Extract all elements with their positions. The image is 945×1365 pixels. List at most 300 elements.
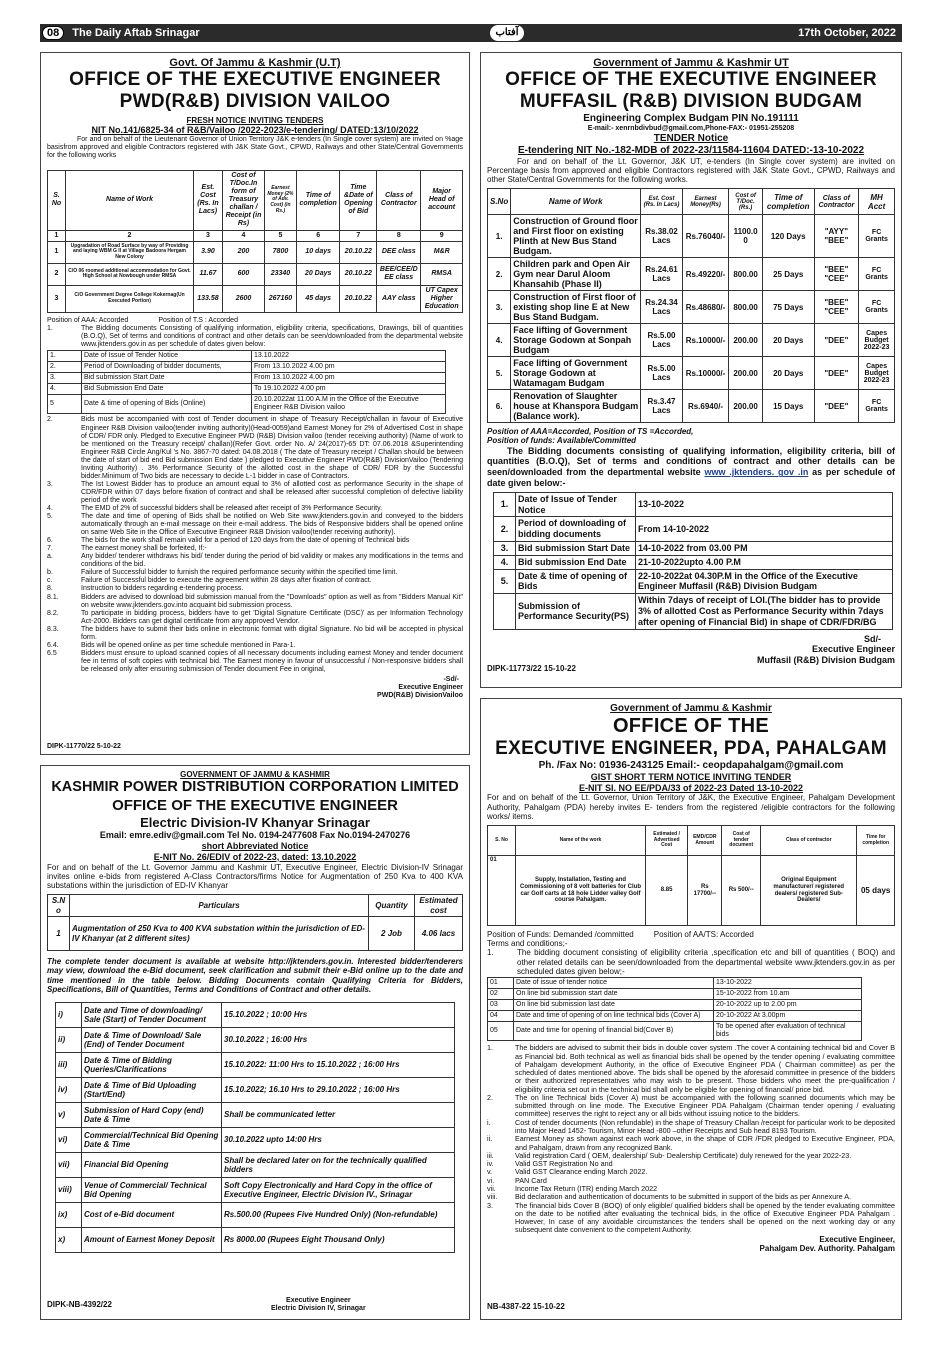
- condition-item: [47, 416, 463, 480]
- cell: 05: [488, 1022, 514, 1041]
- cell: Date of issue of tender notice: [514, 977, 714, 988]
- condition-num: 8.1.: [47, 593, 59, 601]
- ad4-conditions: [487, 1044, 895, 1234]
- ad4-para1: [487, 948, 895, 976]
- ad2-signature: [487, 634, 895, 666]
- condition-num: vi.: [487, 1175, 495, 1185]
- ad4-h: S. No: [488, 826, 516, 856]
- ad3-h: Quantity: [369, 895, 415, 917]
- ad1-gov: Govt. Of Jammu & Kashmir (U.T): [169, 57, 341, 69]
- cell: 200.00: [729, 390, 763, 423]
- cell: Date and Time of downloading/ Sale (Start) of Tender Document: [82, 1002, 222, 1027]
- condition-item: [487, 1119, 895, 1136]
- ad1-h: Est. Cost (Rs. In Lacs): [194, 170, 223, 230]
- ad2-website-link[interactable]: www .jktenders. gov .in: [704, 467, 809, 478]
- cell: v): [56, 1102, 82, 1127]
- cell: Rs.24.61 Lacs: [641, 258, 683, 291]
- masthead: [40, 24, 902, 42]
- cell: 02: [488, 988, 514, 999]
- ad3-sign-office: Electric Division IV, Srinagar: [271, 1304, 366, 1312]
- cell: Financial Bid Opening: [82, 1152, 222, 1177]
- cell: Capes Budget 2022-23: [859, 324, 895, 357]
- ad1-colnum: 2: [66, 230, 194, 241]
- cell: Children park and Open Air Gym near Darul Aloom Khansahib (Phase II): [511, 258, 641, 291]
- ad4-h: Estimated / Advertised Cost: [646, 826, 688, 856]
- ad4-sign-office: Pahalgam Dev. Authority. Pahalgam: [759, 1243, 895, 1253]
- cell: iv): [56, 1077, 82, 1102]
- cell: 200.00: [729, 357, 763, 390]
- ad3-title1: KASHMIR POWER DISTRIBUTION CORPORATION LIMITED: [51, 779, 459, 796]
- cell: Period of downloading of bidding documents: [516, 517, 636, 542]
- table-row: [56, 1002, 455, 1027]
- cell: "BEE" "CEE": [814, 258, 859, 291]
- condition-num: 1.: [487, 1043, 493, 1053]
- cell: 1.: [488, 215, 511, 258]
- table-row: [488, 977, 862, 988]
- cell: 5.: [494, 569, 516, 594]
- cell: 1.: [48, 351, 82, 362]
- cell: 4.: [494, 555, 516, 569]
- table-row: [488, 1022, 862, 1041]
- cell: 23340: [265, 263, 297, 285]
- ad1-title2: PWD(R&B) DIVISION VAILOO: [119, 90, 391, 112]
- ad2-sign-office: Muffasil (R&B) Division Budgam: [756, 655, 895, 666]
- cell: From 13.10.2022 4.00 pm: [252, 373, 446, 384]
- condition-text: Valid registration Card ( OEM, dealership/ Sub- Dealership Certificate) duly renewed for the year 2022-23.: [515, 1150, 852, 1160]
- cell: Commercial/Technical Bid Opening Date & Time: [82, 1127, 222, 1152]
- cell: ix): [56, 1202, 82, 1227]
- cell: 20-10-2022 up to 2.00 pm: [714, 1000, 862, 1011]
- ad2-h: MH Acct: [859, 189, 895, 215]
- ad1-title1: OFFICE OF THE EXECUTIVE ENGINEER: [69, 69, 441, 90]
- table-row: [48, 395, 446, 414]
- condition-text: The date and time of opening of Bids shall be notified on Web Site www.jktenders.gov.in and conveyed to the bidders automatically through an e-mail message on their e-mail address. The bids of Responsive bidders shall be opened online on same Web Site in the Office of Executive Engineer R&B Division vailoo(tender receiving authority).: [81, 513, 463, 537]
- cell: vi): [56, 1127, 82, 1152]
- ad3-gov: GOVERNMENT OF JAMMU & KASHMIR: [180, 770, 330, 779]
- ad4-para-text: The bidding document consisting of eligibility criteria ,specification etc and bill of quantities ( BOQ) and other related details can be seen/downloaded from the departmental website www.jktenders.gov.in as per scheduled dates given below;-: [517, 948, 895, 976]
- condition-text: The bidders have to submit their bids online in electronic format with digital Signature. No bid will be accepted in physical form.: [81, 625, 463, 641]
- table-row: [494, 594, 893, 629]
- cell: 25 Days: [762, 258, 814, 291]
- table-row: [48, 263, 463, 285]
- condition-num: 3.: [487, 1200, 493, 1210]
- condition-item: [47, 553, 463, 569]
- cell: Capes Budget 2022-23: [859, 357, 895, 390]
- ad4-h: Name of the work: [516, 826, 646, 856]
- ad1-h: Time &Date of Opening of Bid: [340, 170, 377, 230]
- cell: Face lifting of Government Storage Godown at Sonpah Budgam: [511, 324, 641, 357]
- condition-item: [47, 642, 463, 650]
- condition-item: [47, 569, 463, 577]
- ad1-notice: FRESH NOTICE INVITING TENDERS: [186, 115, 324, 125]
- cell: C/O Government Degree College Kokernag(Un Executed Portion): [66, 285, 194, 312]
- ad3-signature: [271, 1297, 366, 1313]
- ad4-works-table: [487, 825, 895, 926]
- cell: FC Grants: [859, 215, 895, 258]
- condition-num: vii.: [487, 1184, 496, 1193]
- condition-text: Valid GST Registration No and: [515, 1159, 613, 1169]
- cell: From 13.10.2022 4.00 pm: [252, 362, 446, 373]
- cell: 200: [222, 241, 264, 263]
- table-row: [48, 917, 463, 951]
- cell: Rs.10000/-: [682, 357, 729, 390]
- condition-text: Instruction to bidders regarding e-tendering process.: [81, 585, 244, 593]
- ad1-colnum: 4: [222, 230, 264, 241]
- table-row: [56, 1227, 455, 1252]
- table-row: [56, 1152, 455, 1177]
- ad1-signature: [47, 676, 463, 700]
- cell: 15 Days: [762, 390, 814, 423]
- table-row: [488, 258, 895, 291]
- condition-num: ii.: [487, 1134, 493, 1144]
- ad2-aaa: Position of AAA=Accorded, Position of TS =Accorded,: [487, 427, 694, 437]
- condition-text: Bidders must ensure to upload scanned copies of all necessary documents including earnest Money and tender document fee in terms of soft copies with technical bid. The Earnest money in favour of unsuccessful / Non-responsive bidders shall be released only after ensuring submission of Tender document Fee in original,: [81, 649, 463, 673]
- ad4-h: EMD/CDR Amount: [688, 826, 722, 856]
- cell: To be opened after evaluation of technical bids: [714, 1022, 862, 1041]
- paper-name: The Daily Aftab Srinagar: [72, 27, 200, 39]
- cell: Augmentation of 250 Kva to 400 KVA substation within the jurisdiction of ED-IV Khanyar (at 2 different sites): [70, 917, 369, 951]
- condition-item: [47, 626, 463, 642]
- cell: DEE class: [377, 241, 421, 263]
- cell: Period of Downloading of bidder documents,: [82, 362, 252, 373]
- cell: 2600: [222, 285, 264, 312]
- ad1-para-text: The Bidding documents Consisting of qualifying information, eligibility criteria, specifications, Drawings, bill of quantities (B.O.Q), Set of terms and conditions of contract and other details can be seen/downloaded from the departmental website www.jktenders.gov.in as per schedule of dates given below:: [81, 325, 463, 349]
- ad1-aaa: Position of AAA: Accorded: [47, 317, 129, 324]
- cell: 13.10.2022: [252, 351, 446, 362]
- cell: Submission of Performance Security(PS): [516, 594, 636, 629]
- table-row: [48, 241, 463, 263]
- ad2-title1: OFFICE OF THE EXECUTIVE ENGINEER: [505, 69, 877, 90]
- table-row: [56, 1202, 455, 1227]
- cell: On line bid submission last date: [514, 1000, 714, 1011]
- cell: 20 Days: [762, 357, 814, 390]
- condition-num: 7.: [47, 545, 53, 553]
- cell: 2.: [488, 258, 511, 291]
- cell: 4.: [488, 324, 511, 357]
- ad2-schedule-table: [493, 492, 893, 630]
- table-row: [494, 569, 893, 594]
- cell: Original Equipment manufacturer/ registered dealers/ registered Sub-Dealers/: [761, 856, 857, 926]
- cell: 15-10-2022 from 10.am: [714, 988, 862, 999]
- condition-num: 6.4.: [47, 641, 59, 649]
- cell: Shall be declared later on for the technically qualified bidders: [222, 1152, 455, 1177]
- cell: Soft Copy Electronically and Hard Copy in the office of Executive Engineer, Electric Division IV., Srinagar: [222, 1177, 455, 1202]
- table-row: [48, 351, 446, 362]
- ad1-h: Name of Work: [66, 170, 194, 230]
- table-row: [494, 542, 893, 556]
- ad2-h: Time of completion: [762, 189, 814, 215]
- ad2-para: [487, 446, 895, 489]
- ad4-terms: Terms and conditions;-: [487, 939, 568, 949]
- cell: Rs.5.00 Lacs: [641, 357, 683, 390]
- cell: 10 days: [296, 241, 340, 263]
- ad2-gov: Government of Jammu & Kashmir UT: [593, 57, 789, 69]
- cell: Construction of First floor of existing shop line E at New Bus Stand Budgam.: [511, 291, 641, 324]
- ad1-sign-title: Executive Engineer: [398, 684, 463, 692]
- cell: 5: [48, 395, 82, 414]
- condition-item: [47, 537, 463, 545]
- table-row: [488, 1011, 862, 1022]
- condition-item: [487, 1094, 895, 1119]
- cell: Rs.3.47 Lacs: [641, 390, 683, 423]
- ad1-colnum: 7: [340, 230, 377, 241]
- cell: Venue of Commercial/ Technical Bid Opening: [82, 1177, 222, 1202]
- cell: Bid submission Start Date: [516, 542, 636, 556]
- condition-text: The EMD of 2% of successful bidders shall be released after receipt of 3% Performance Security.: [81, 504, 383, 512]
- cell: 21-10-2022upto 4.00 P.M: [636, 555, 893, 569]
- issue-date: 17th October, 2022: [798, 27, 896, 39]
- cell: 3.: [494, 542, 516, 556]
- ad4-h: Time for completion: [857, 826, 895, 856]
- table-row: [56, 1177, 455, 1202]
- ad4-para-num: 1.: [487, 948, 494, 958]
- ad3-email: Email: emre.ediv@gmail.com Tel No. 0194-2477608 Fax No.0194-2470276: [99, 830, 411, 841]
- table-row: [494, 492, 893, 517]
- cell: Date & Time of Download/ Sale (End) of Tender Document: [82, 1027, 222, 1052]
- cell: 1.: [494, 492, 516, 517]
- ad3-nit: E-NIT No. 26/EDIV of 2022-23, dated: 13.10.2022: [153, 851, 357, 862]
- ad3-works-table: [47, 894, 463, 951]
- condition-num: 2.: [487, 1092, 493, 1102]
- cell: 20 Days: [762, 324, 814, 357]
- cell: 05 days: [857, 856, 895, 926]
- cell: Date & time of opening of Bids: [516, 569, 636, 594]
- cell: 22-10-2022at 04.30P.M in the Office of the Executive Engineer Muffasil (R&B) Division Budgam: [636, 569, 893, 594]
- table-row: [488, 390, 895, 423]
- cell: 03: [488, 1000, 514, 1011]
- condition-num: v.: [487, 1167, 493, 1177]
- cell: i): [56, 1002, 82, 1027]
- cell: Rs.48680/-: [682, 291, 729, 324]
- cell: iii): [56, 1052, 82, 1077]
- ad1-intro: For and on behalf of the Lieutenant Governor of Union Territory J&K e-tenders (In Single cover system) are invited on %age basisfrom approved and eligible Contractors registered with J&K State Govt., CPWD, Railways and other State/Central Governments for the following works: [47, 135, 463, 159]
- ad4-phone: Ph. /Fax No: 01936-243125 Email:- ceopdapahalgam@gmail.com: [538, 759, 844, 771]
- ad1-colnum: 6: [296, 230, 340, 241]
- cell: Cost of e-Bid document: [82, 1202, 222, 1227]
- condition-text: The earnest money shall be forfeited, If:-: [81, 545, 207, 553]
- cell: 6.: [488, 390, 511, 423]
- ad4-title1: OFFICE OF THE: [612, 715, 770, 737]
- condition-num: i.: [487, 1117, 491, 1127]
- table-row: [48, 373, 446, 384]
- cell: 800.00: [729, 291, 763, 324]
- ad2-dipk: DIPK-11773/22 15-10-22: [487, 663, 576, 673]
- condition-item: [47, 481, 463, 505]
- cell: ii): [56, 1027, 82, 1052]
- cell: Amount of Earnest Money Deposit: [82, 1227, 222, 1252]
- cell: 600: [222, 263, 264, 285]
- ad2-works-table: [487, 188, 895, 423]
- condition-text: Bid declaration and authentication of documents to be submitted in support of the bids as per Annexure A.: [515, 1192, 852, 1202]
- cell: Rs.6940/-: [682, 390, 729, 423]
- cell: Rs.10000/-: [682, 324, 729, 357]
- condition-text: The financial bids Cover B (BOQ) of only eligible/ qualified bidders shall be opened by the tender evaluating committee on the date to be notified after evaluating the technical bids, in the office of Executive Engineer PDA Pahalgam . However, In case of any avoidable circumstances the tenders shall be opened on the next working day or any subsequent date convenient to the competent Authority.: [515, 1200, 895, 1235]
- ad3-schedule-table: [55, 1002, 455, 1253]
- condition-text: Failure of Successful bidder to furnish the required performance security within the specified time limit.: [81, 569, 398, 577]
- cell: 267160: [265, 285, 297, 312]
- ad2-title2: MUFFASIL (R&B) DIVISION BUDGAM: [519, 90, 863, 112]
- condition-item: [47, 585, 463, 593]
- condition-item: [487, 1044, 895, 1094]
- cell: Rs 500/--: [722, 856, 761, 926]
- cell: Rs.76040/-: [682, 215, 729, 258]
- cell: "AYY" "BEE": [814, 215, 859, 258]
- cell: From 14-10-2022: [636, 517, 893, 542]
- ad2-sign-title: Executive Engineer: [811, 644, 895, 655]
- ad1-para1: [47, 325, 463, 349]
- condition-num: 3.: [47, 480, 53, 488]
- ad1-colnum: 1: [48, 230, 66, 241]
- cell: "DEE": [814, 390, 859, 423]
- cell: 4.: [48, 384, 82, 395]
- table-row: [494, 555, 893, 569]
- cell: 1: [48, 241, 66, 263]
- cell: 20.10.2022at 11.00 A.M in the Office of the Executive Engineer R&B Division vailoo: [252, 395, 446, 414]
- cell: 1: [48, 917, 70, 951]
- cell: 15.10.2022: 11:00 Hrs to 15.10.2022 ; 16:00 Hrs: [222, 1052, 455, 1077]
- cell: Shall be communicated letter: [222, 1102, 455, 1127]
- ad1-colnum: 3: [194, 230, 223, 241]
- cell: FC Grants: [859, 258, 895, 291]
- condition-text: Valid GST Clearance ending March 2022.: [515, 1167, 648, 1177]
- ad1-sign-office: PWD(R&B) DivisionVailoo: [377, 692, 463, 700]
- cell: 01: [488, 856, 516, 926]
- ad2-h: Cost of T/Doc. (Rs.): [729, 189, 763, 215]
- ad1-colnum: 9: [421, 230, 463, 241]
- ad3-intro: For and on behalf of the Lt. Governor Jammu and Kashmir UT, Executive Engineer, Electric Division-IV Srinagar invites online e-bids from registered A-Class Contractors/firms Notice for Augmentation of 250 Kva to 400 KVA substations within the jurisdiction of ED-IV Khanyar: [47, 862, 463, 890]
- cell: 3.: [48, 373, 82, 384]
- cell: C/O 06 roomed additional accommodation for Govt. High School at Nowbough under RMSA: [66, 263, 194, 285]
- cell: 3.90: [194, 241, 223, 263]
- ad2-intro: For and on behalf of the Lt. Governor, J&K UT, e-tenders (In Single cover system) are invited on Percentage basis from approved and eligible Contractors registered with J&K State Govt., CPWD, Railways and other State/Central Governments for the following works.: [487, 156, 895, 185]
- cell: 133.58: [194, 285, 223, 312]
- ad2-notice: TENDER Notice: [653, 132, 729, 144]
- table-row: [48, 285, 463, 312]
- cell: Rs.49220/-: [682, 258, 729, 291]
- table-row: [48, 384, 446, 395]
- cell: Rs.5.00 Lacs: [641, 324, 683, 357]
- cell: viii): [56, 1177, 82, 1202]
- condition-num: 8.3.: [47, 625, 59, 633]
- ad1-sign-sd: -Sd/-: [443, 675, 459, 683]
- cell: Submission of Hard Copy (end) Date & Time: [82, 1102, 222, 1127]
- condition-num: viii.: [487, 1192, 498, 1202]
- cell: 200.00: [729, 324, 763, 357]
- ad1-h: Earnest Money (2% of Adv. Cost) (in Rs.): [265, 170, 297, 230]
- cell: 2.: [494, 517, 516, 542]
- condition-text: The Ist Lowest Bidder has to produce an amount equal to 3% of allotted cost as performance Security in the shape of CDR/FDR within 07 days before fixation of contract and shall be released after successful completion of defective liability period of the work: [81, 480, 463, 504]
- cell: 13-10-2022: [714, 977, 862, 988]
- condition-num: 2.: [47, 416, 53, 424]
- table-row: [488, 1000, 862, 1011]
- ad1-nit: NIT No.141/6825-34 of R&B/Vailoo /2022-2023/e-tendering/ DATED:13/10/2022: [91, 124, 419, 135]
- cell: 20 Days: [296, 263, 340, 285]
- cell: Face lifting of Government Storage Godown at Watamagam Budgam: [511, 357, 641, 390]
- cell: "BEE" "CEE": [814, 291, 859, 324]
- ad3-title2: OFFICE OF THE EXECUTIVE ENGINEER: [112, 796, 398, 814]
- ad-muffasil-budgam: [480, 52, 902, 688]
- ad4-positions: [487, 930, 895, 939]
- ad4-sign-title: Executive Engineer,: [819, 1234, 895, 1244]
- cell: 20-10-2022 At 3.00pm: [714, 1011, 862, 1022]
- table-row: [488, 988, 862, 999]
- table-row: [494, 517, 893, 542]
- cell: "DEE": [814, 324, 859, 357]
- ad4-nit: E-NIT SI. NO EE/PDA/33 of 2022-23 Dated 13-10-2022: [578, 782, 804, 793]
- condition-text: Cost of tender documents (Non refundable) in the shape of Treasury Challan /receipt for particular work to be deposited into Major Head 1452- Tourism, Minor Head -800 –other Receipts and Sub head 8193 Tourism.: [515, 1117, 895, 1136]
- table-row: [488, 291, 895, 324]
- condition-text: Bids must be accompanied with cost of Tender document in shape of Treasury Receipt/challan in favour of Executive Engineer R&B Division vailoo(tender inviting authority)(Head-0059)and Earnest Money for 2% of Advertised Cost in shape of CDR/ FDR only. Pledged to Executive Engineer PWD (R&B) Division vailoo (tender receiving authority) (Name of work to be mentioned on the Treasury receipt/ challan)(Refer Govt. order No. A/ 24(2017)-65 DT: 07.06.2018 &Superintending Engineer R&B Circle Ang/Kul 's No. 3867-70 dated: 04.08.2018 ( The date of Treasury receipt / Challan should be between the date of start of bid end Bid submission End date ) pledged to Executive Engineer PWD(R&B) DivisionVailoo (Tendering Inviting Authority) . 3% Performance Security of the allotted cost in the shape of CDR/ FDR by the Successful bidder.Minimum of Two bids are necessary to decide L-1 bidder in case of Contractors.: [81, 416, 463, 480]
- condition-text: To participate in bidding process, bidders have to get 'Digital Signature Certificate (DSC)' as per Information Technology Act-2000. Bidders can get digital certificate from any approved Vendor.: [81, 609, 463, 625]
- table-row: [488, 357, 895, 390]
- condition-item: [47, 545, 463, 553]
- ad4-schedule-table: [487, 977, 862, 1041]
- table-row: [48, 362, 446, 373]
- ad1-conditions: [47, 416, 463, 674]
- cell: 30.10.2022 upto 14:00 Hrs: [222, 1127, 455, 1152]
- ad3-dipk: DIPK-NB-4392/22: [47, 1299, 112, 1309]
- condition-num: iii.: [487, 1150, 494, 1160]
- cell: Upgradation of Road Surface by way of Providing and laying WBM G II at Village Badoora Hergam New Colony: [66, 241, 194, 263]
- cell: x): [56, 1227, 82, 1252]
- cell: Date of Issue of Tender Notice: [516, 492, 636, 517]
- cell: On line bid submission start date: [514, 988, 714, 999]
- cell: Within 7days of receipt of LOI.(The bidder has to provide 3% of allotted Cost as Performance Security within 7days after opening of Financial Bid) in shape of CDR/FDR/BG: [636, 594, 893, 629]
- condition-text: Any bidder/ tenderer withdraws his bid/ tender during the period of bid validity or makes any modifications in the terms and conditions of the bid.: [81, 553, 463, 569]
- cell: Renovation of Slaughter house at Khanspora Budgam (Balance work).: [511, 390, 641, 423]
- ad2-sign-sd: Sd/-: [864, 633, 881, 644]
- cell: UT Capex Higher Education: [421, 285, 463, 312]
- condition-item: [47, 505, 463, 513]
- condition-num: c.: [47, 577, 53, 585]
- cell: 2: [48, 263, 66, 285]
- condition-num: 5.: [47, 513, 53, 521]
- ad3-title3: Electric Division-IV Khanyar Srinagar: [140, 814, 370, 830]
- ad1-positions: [47, 317, 463, 325]
- cell: Rs 8000.00 (Rupees Eight Thousand Only): [222, 1227, 455, 1252]
- condition-text: Bidders are advised to download bid submission manual from the "Downloads" option as well as from "Bidders Manual Kit" on website www.jktenders.gov.into acquaint bid submission process.: [81, 593, 463, 609]
- ad2-para-end: as per schedule of date given below:-: [487, 467, 895, 489]
- paper-logo: آفتاب: [490, 25, 524, 41]
- cell: BEE/CEE/D EE class: [377, 263, 421, 285]
- cell: 01: [488, 977, 514, 988]
- cell: [494, 594, 516, 629]
- cell: 14-10-2022 from 03.00 PM: [636, 542, 893, 556]
- condition-num: iv.: [487, 1159, 494, 1169]
- ad3-notice: short Abbreviated Notice: [201, 840, 309, 851]
- condition-num: 6.5: [47, 649, 57, 657]
- cell: Date & time of opening of Bids (Online): [82, 395, 252, 414]
- condition-item: [47, 610, 463, 626]
- cell: 20.10.22: [340, 241, 377, 263]
- condition-item: [487, 1168, 895, 1176]
- table-row: [56, 1102, 455, 1127]
- condition-num: 4.: [47, 504, 53, 512]
- cell: Supply, Installation, Testing and Commissioning of 8 volt batteries for Club car Golf carts at 18 hole Lidder valley Golf course Pahalgam.: [516, 856, 646, 926]
- ad1-h: Time of completion: [296, 170, 340, 230]
- ad2-h: S.No: [488, 189, 511, 215]
- cell: 2.: [48, 362, 82, 373]
- cell: 1100.0 0: [729, 215, 763, 258]
- cell: 75 Days: [762, 291, 814, 324]
- ad3-h: S.N o: [48, 895, 70, 917]
- table-row: [488, 856, 895, 926]
- cell: RMSA: [421, 263, 463, 285]
- cell: Bid Submission End Date: [82, 384, 252, 395]
- cell: Bid submission End Date: [516, 555, 636, 569]
- cell: Construction of Ground floor and First floor on existing Plinth at New Bus Stand Budgam.: [511, 215, 641, 258]
- cell: Rs.500.00 (Rupees Five Hundred Only) (Non-refundable): [222, 1202, 455, 1227]
